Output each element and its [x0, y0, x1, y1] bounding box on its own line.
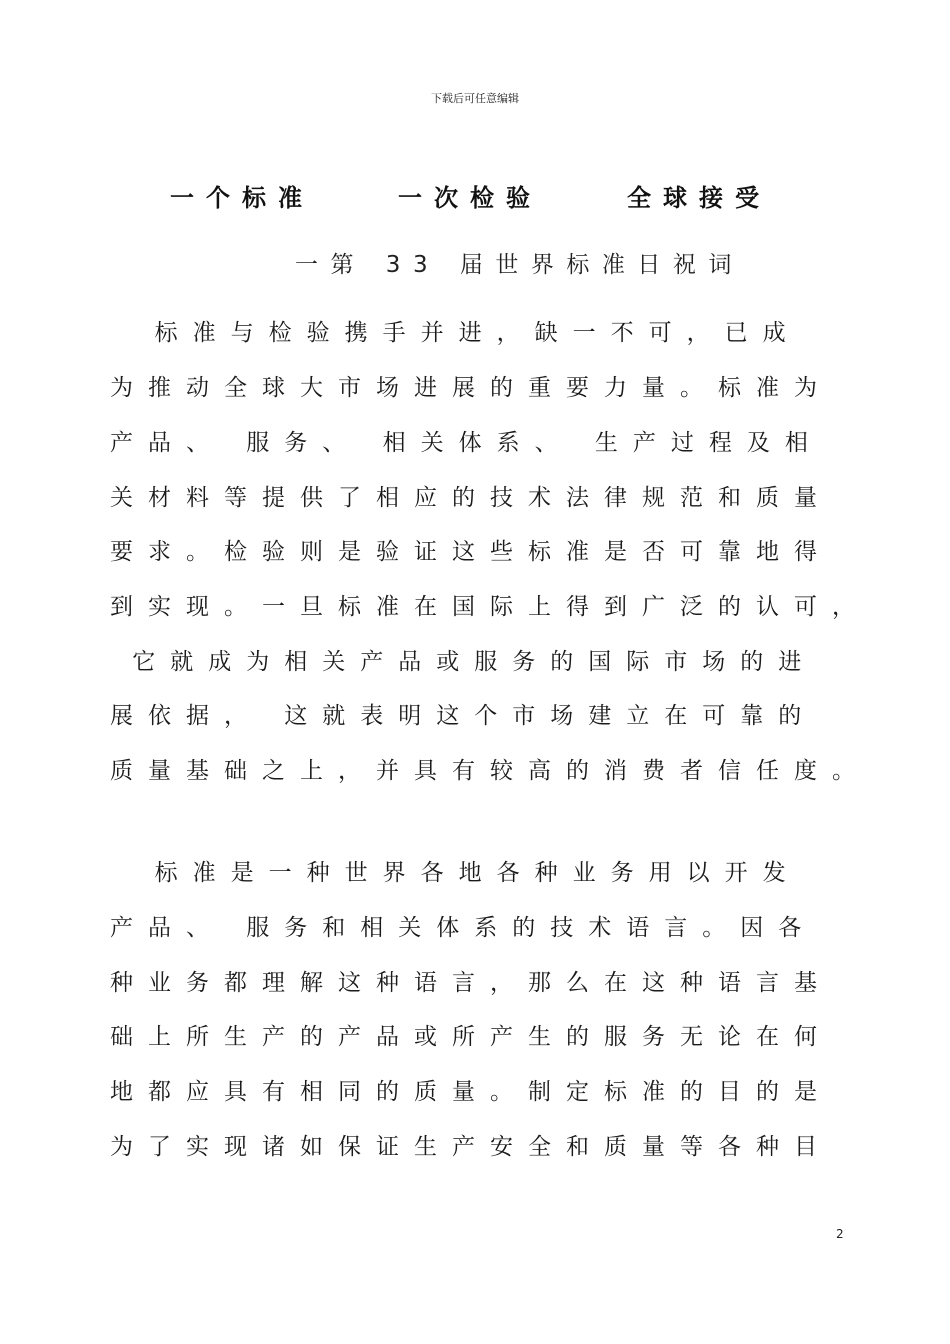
paragraph-line: 要求。检验则是验证这些标准是否可靠地得	[110, 539, 832, 565]
title-part-inspection: 一次检验	[398, 184, 542, 212]
paragraph-line: 为推动全球大市场进展的重要力量。标准为	[110, 375, 832, 401]
paragraph-line: 标准是一种世界各地各种业务用以开发	[110, 860, 801, 886]
title-part-acceptance: 全球接受	[627, 184, 771, 212]
paragraph-line: 产品、 服务和相关体系的技术语言。因各	[110, 915, 817, 941]
paragraph-line: 标准与检验携手并进，缺一不可，已成	[110, 320, 801, 346]
page-header-note: 下载后可任意编辑	[431, 92, 519, 105]
paragraph-line: 础上所生产的产品或所产生的服务无论在何	[110, 1024, 832, 1050]
document-subtitle: 一第 33 届世界标准日祝词	[295, 252, 744, 278]
paragraph-line: 关材料等提供了相应的技术法律规范和质量	[110, 485, 832, 511]
title-part-standard: 一个标准	[170, 184, 314, 212]
paragraph-line: 它就成为相关产品或服务的国际市场的进	[110, 649, 817, 675]
paragraph-line: 产品、 服务、 相关体系、 生产过程及相	[110, 430, 823, 456]
page-number: 2	[836, 1227, 844, 1241]
paragraph-line: 为了实现诸如保证生产安全和质量等各种目	[110, 1134, 832, 1160]
paragraph-line: 地都应具有相同的质量。制定标准的目的是	[110, 1079, 832, 1105]
paragraph-line: 展依据， 这就表明这个市场建立在可靠的	[110, 703, 817, 729]
paragraph-line: 到实现。一旦标准在国际上得到广泛的认可，	[110, 594, 870, 620]
paragraph-line: 质量基础之上，并具有较高的消费者信任度。	[110, 758, 870, 784]
paragraph-line: 种业务都理解这种语言，那么在这种语言基	[110, 970, 832, 996]
